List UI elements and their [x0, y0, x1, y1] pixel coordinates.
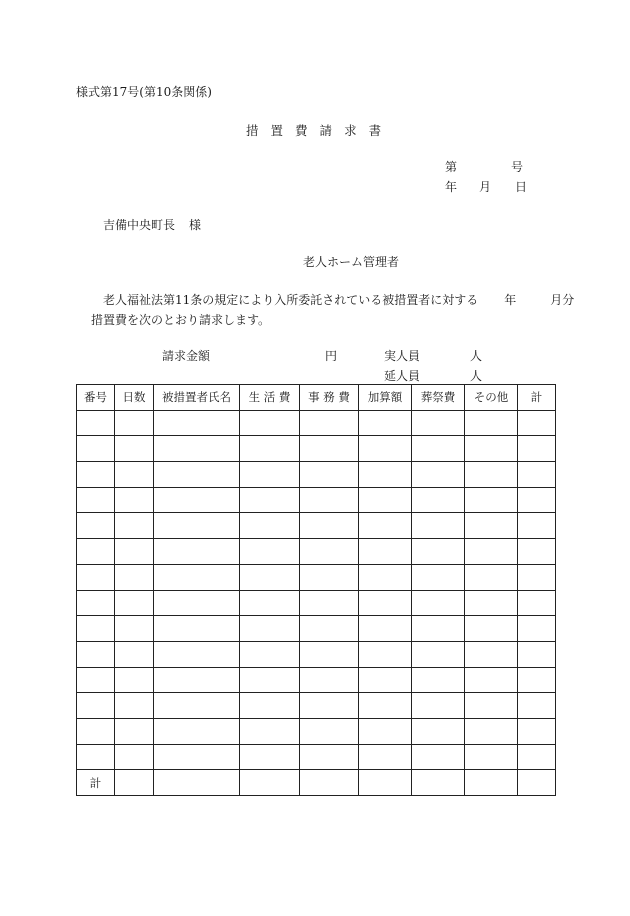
table-cell [359, 693, 412, 719]
total-persons-label: 延人員 [384, 369, 421, 383]
table-cell [300, 770, 359, 796]
table-cell [300, 693, 359, 719]
table-cell [300, 462, 359, 488]
table-cell [518, 513, 556, 539]
table-cell [359, 641, 412, 667]
col-header-other: その他 [465, 385, 518, 411]
table-header-row [77, 385, 556, 411]
sender: 老人ホーム管理者 [303, 255, 400, 269]
table-cell [518, 590, 556, 616]
table-cell [154, 590, 240, 616]
addressee [103, 219, 201, 231]
table-cell [240, 667, 300, 693]
table-cell [115, 564, 154, 590]
table-cell [77, 616, 115, 642]
table-cell [240, 641, 300, 667]
table-cell [77, 410, 115, 436]
table-row [77, 590, 556, 616]
table-cell [412, 770, 465, 796]
table-cell [465, 487, 518, 513]
table-cell [465, 410, 518, 436]
table-cell [77, 744, 115, 770]
table-cell [465, 462, 518, 488]
table-cell [359, 487, 412, 513]
table-row [77, 641, 556, 667]
table-cell [300, 718, 359, 744]
title-char: 書 [368, 123, 382, 138]
table-cell [412, 513, 465, 539]
table-cell [412, 539, 465, 565]
table-cell [115, 513, 154, 539]
yen-unit: 円 [325, 349, 338, 363]
col-header-total: 計 [518, 385, 556, 411]
table-row [77, 539, 556, 565]
table-cell [115, 436, 154, 462]
table-cell [77, 564, 115, 590]
table-cell [412, 462, 465, 488]
table-cell [115, 744, 154, 770]
table-cell [359, 667, 412, 693]
addressee-name: 吉備中央町長 [103, 218, 176, 232]
date-line [445, 181, 527, 193]
table-cell [359, 539, 412, 565]
table-row [77, 667, 556, 693]
table-cell [412, 436, 465, 462]
table-cell [465, 539, 518, 565]
table-cell [77, 590, 115, 616]
table-cell [359, 718, 412, 744]
table-cell [412, 744, 465, 770]
title-char: 置 [270, 123, 284, 138]
table-cell [240, 616, 300, 642]
table-total-row [77, 770, 556, 796]
table-cell [240, 487, 300, 513]
table-cell [115, 410, 154, 436]
table-cell [115, 462, 154, 488]
table-cell [412, 641, 465, 667]
table-cell [518, 410, 556, 436]
table-cell [412, 487, 465, 513]
table-cell [518, 539, 556, 565]
table-cell [359, 590, 412, 616]
table-cell [154, 770, 240, 796]
table-cell [154, 513, 240, 539]
table-cell [465, 616, 518, 642]
table-cell [465, 744, 518, 770]
table-cell [465, 436, 518, 462]
table-cell [518, 667, 556, 693]
table-cell [518, 693, 556, 719]
table-cell [77, 513, 115, 539]
table-cell [115, 487, 154, 513]
table-cell [77, 718, 115, 744]
table-cell [359, 513, 412, 539]
body-line-1 [103, 294, 574, 306]
table-cell [465, 770, 518, 796]
number-suffix: 号 [511, 160, 524, 174]
actual-persons-unit: 人 [470, 349, 483, 363]
table-cell [518, 462, 556, 488]
table-cell [518, 641, 556, 667]
table-cell [154, 744, 240, 770]
body-year: 年 [504, 293, 517, 307]
table-cell [412, 616, 465, 642]
table-cell [77, 539, 115, 565]
table-cell [412, 667, 465, 693]
table-cell [300, 436, 359, 462]
table-cell [412, 564, 465, 590]
table-row [77, 564, 556, 590]
table-cell [240, 770, 300, 796]
table-cell [518, 616, 556, 642]
table-cell [115, 616, 154, 642]
table-cell [300, 744, 359, 770]
body-month: 月分 [550, 293, 575, 307]
form-number-label: 様式第17号(第10条関係) [76, 85, 212, 99]
table-row [77, 744, 556, 770]
table-cell [359, 436, 412, 462]
table-cell [412, 693, 465, 719]
table-cell [359, 616, 412, 642]
total-persons-unit: 人 [470, 369, 483, 383]
table-cell [115, 590, 154, 616]
title-char: 措 [246, 123, 259, 138]
table-cell [465, 667, 518, 693]
table-row [77, 462, 556, 488]
table-cell [518, 436, 556, 462]
table-cell [465, 590, 518, 616]
date-day: 日 [515, 180, 528, 194]
number-prefix: 第 [445, 160, 458, 174]
table-cell [154, 462, 240, 488]
body-text-1: 老人福祉法第11条の規定により入所委託されている被措置者に対する [103, 293, 479, 307]
table-cell [518, 718, 556, 744]
col-header-number: 番号 [77, 385, 115, 411]
table-cell [240, 539, 300, 565]
title-char: 求 [344, 123, 357, 138]
title-char: 費 [295, 123, 308, 138]
table-cell [300, 616, 359, 642]
table-cell [77, 693, 115, 719]
table-cell [359, 770, 412, 796]
table-cell [359, 564, 412, 590]
table-row [77, 513, 556, 539]
table-cell [240, 693, 300, 719]
table-row [77, 436, 556, 462]
table-cell [154, 718, 240, 744]
table-cell [240, 744, 300, 770]
table-cell [300, 590, 359, 616]
table-row [77, 718, 556, 744]
table-cell [300, 487, 359, 513]
body-line-2: 措置費を次のとおり請求します。 [91, 313, 271, 327]
table-cell [154, 564, 240, 590]
actual-persons-label: 実人員 [384, 349, 421, 363]
table-cell [300, 539, 359, 565]
table-row [77, 487, 556, 513]
table-cell [115, 667, 154, 693]
table-cell [518, 744, 556, 770]
table-cell [300, 513, 359, 539]
table-cell [77, 436, 115, 462]
table-cell [154, 693, 240, 719]
col-header-addition: 加算額 [359, 385, 412, 411]
table-cell [77, 641, 115, 667]
table-cell [77, 462, 115, 488]
table-cell [465, 718, 518, 744]
table-cell [240, 718, 300, 744]
table-cell [465, 641, 518, 667]
table-cell [240, 513, 300, 539]
table-cell [412, 410, 465, 436]
table-cell [115, 718, 154, 744]
table-cell [154, 616, 240, 642]
col-header-living-cost: 生 活 費 [240, 385, 300, 411]
table-cell [154, 539, 240, 565]
addressee-honorific: 様 [189, 218, 202, 232]
table-cell [465, 564, 518, 590]
table-cell [240, 590, 300, 616]
table-cell [518, 564, 556, 590]
table-cell [240, 564, 300, 590]
table-cell [115, 641, 154, 667]
table-cell [300, 667, 359, 693]
table-cell [77, 487, 115, 513]
table-cell [300, 564, 359, 590]
table-row [77, 616, 556, 642]
table-cell [359, 744, 412, 770]
title-char: 請 [319, 123, 333, 138]
table-cell [77, 667, 115, 693]
col-header-days: 日数 [115, 385, 154, 411]
table-row [77, 693, 556, 719]
table-cell [154, 410, 240, 436]
table-cell [518, 770, 556, 796]
table-cell [115, 539, 154, 565]
col-header-name: 被措置者氏名 [154, 385, 240, 411]
table-row [77, 410, 556, 436]
date-year: 年 [445, 180, 458, 194]
table-cell [300, 410, 359, 436]
table-cell [240, 436, 300, 462]
table-cell [300, 641, 359, 667]
table-cell [518, 487, 556, 513]
table-cell [465, 513, 518, 539]
table-cell [240, 462, 300, 488]
table-cell [465, 693, 518, 719]
document-number-line [445, 161, 523, 173]
expense-table [76, 384, 556, 796]
document-title [246, 125, 393, 138]
table-cell [115, 693, 154, 719]
col-header-funeral-cost: 葬祭費 [412, 385, 465, 411]
date-month: 月 [479, 180, 492, 194]
col-header-office-cost: 事 務 費 [300, 385, 359, 411]
table-cell [359, 410, 412, 436]
table-cell [154, 667, 240, 693]
table-cell [240, 410, 300, 436]
amount-label: 請求金額 [162, 349, 211, 363]
table-cell [359, 462, 412, 488]
table-cell [154, 641, 240, 667]
table-cell [154, 487, 240, 513]
table-cell [412, 718, 465, 744]
table-cell [412, 590, 465, 616]
total-row-label: 計 [77, 770, 115, 796]
table-cell [115, 770, 154, 796]
table-cell [154, 436, 240, 462]
